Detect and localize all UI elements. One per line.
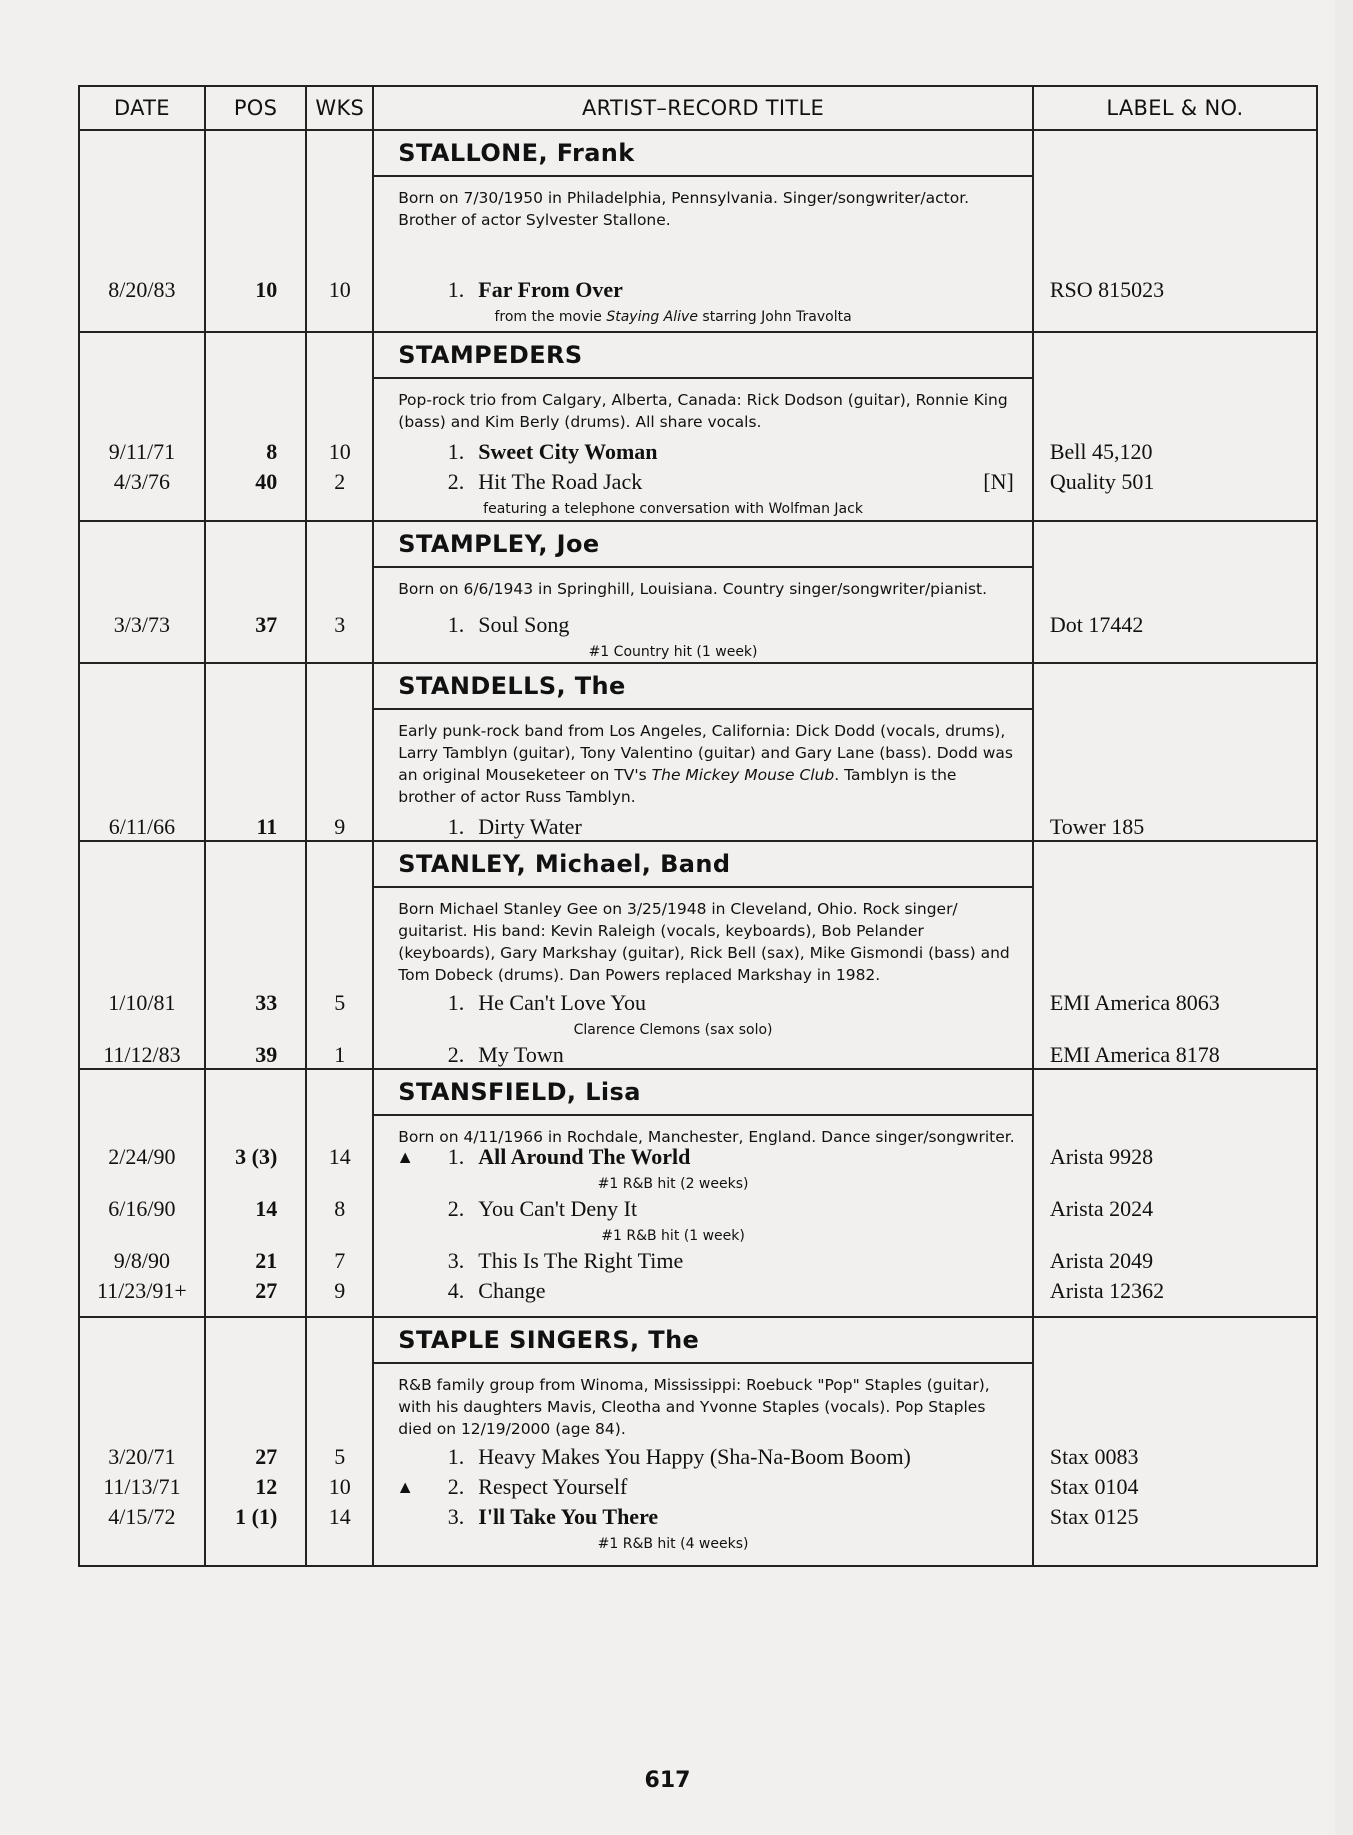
page-number: 617 [644, 1768, 691, 1793]
pos-column [206, 842, 305, 1068]
record-title: Respect Yourself [478, 1474, 628, 1499]
label-number: Dot 17442 [1049, 612, 1144, 637]
title-column [374, 333, 1032, 520]
cell-date [79, 521, 205, 663]
cell-pos [205, 663, 306, 841]
weeks-charted: 5 [334, 1444, 346, 1469]
cell-label [1033, 521, 1317, 663]
artist-section [79, 841, 1317, 1069]
label-column [1034, 1070, 1316, 1316]
chart-date: 4/3/76 [113, 469, 171, 494]
record-title-line [374, 1038, 1032, 1072]
wks-column [307, 664, 372, 840]
peak-position: 14 [255, 1196, 278, 1221]
label-number: Arista 9928 [1049, 1144, 1154, 1169]
weeks-charted: 8 [334, 1196, 346, 1221]
label-number: Stax 0104 [1049, 1474, 1139, 1499]
title-column [374, 1318, 1032, 1565]
title-column [374, 842, 1032, 1068]
cell-date [79, 130, 205, 332]
cell-pos [205, 130, 306, 332]
record-title: Hit The Road Jack [478, 469, 643, 494]
artist-name: STAPLE SINGERS, The [374, 1318, 1032, 1364]
peak-position: 1 (1) [235, 1504, 278, 1529]
label-number: Tower 185 [1049, 814, 1145, 839]
record-title: Sweet City Woman [478, 439, 658, 464]
label-number: Arista 12362 [1049, 1278, 1165, 1303]
record-number: 2. [447, 1196, 465, 1221]
chart-date: 9/11/71 [108, 439, 176, 464]
chart-date: 11/23/91+ [97, 1278, 187, 1303]
date-column [80, 1318, 204, 1565]
record-number: 1. [447, 439, 465, 464]
chart-date: 6/11/66 [108, 814, 176, 839]
chart-date: 9/8/90 [113, 1248, 171, 1273]
header-date: DATE [79, 86, 205, 130]
artist-bio: R&B family group from Winoma, Mississippi: Roebuck "Pop" Staples (guitar), with his daughters Mavis, Cleotha and Yvonne Staples (vocals). Pop Staples died on 12/19/2000 (age 84). [398, 1376, 990, 1438]
artist-bio: Pop-rock trio from Calgary, Alberta, Canada: Rick Dodson (guitar), Ronnie King (bass) and Kim Berly (drums). All share vocals. [398, 391, 1008, 431]
weeks-charted: 7 [334, 1248, 346, 1273]
cell-date [79, 332, 205, 521]
label-column [1034, 131, 1316, 331]
record-note: #1 Country hit (1 week) [588, 644, 758, 660]
weeks-charted: 5 [334, 990, 346, 1015]
weeks-charted: 9 [334, 814, 346, 839]
label-number: Bell 45,120 [1049, 439, 1153, 464]
novelty-flag: [N] [983, 469, 1014, 494]
date-column [80, 1070, 204, 1316]
cell-pos [205, 332, 306, 521]
label-number: EMI America 8063 [1049, 990, 1220, 1015]
weeks-charted: 14 [328, 1144, 351, 1169]
artist-name: STALLONE, Frank [374, 131, 1032, 177]
wks-column [307, 131, 372, 331]
cell-date [79, 663, 205, 841]
cell-label [1033, 332, 1317, 521]
cell-title [373, 841, 1033, 1069]
cell-date [79, 1317, 205, 1566]
record-title-line [374, 1244, 1032, 1278]
label-column [1034, 522, 1316, 662]
record-number: 1. [447, 1144, 465, 1169]
cell-label [1033, 130, 1317, 332]
weeks-charted: 9 [334, 1278, 346, 1303]
pos-column [206, 1318, 305, 1565]
artist-name: STAMPEDERS [374, 333, 1032, 379]
chart-date: 4/15/72 [108, 1504, 176, 1529]
record-title: Heavy Makes You Happy (Sha-Na-Boom Boom) [478, 1444, 911, 1469]
record-title-line [374, 1470, 1032, 1504]
cell-title [373, 1317, 1033, 1566]
wks-column [307, 842, 372, 1068]
weeks-charted: 2 [334, 469, 346, 494]
record-note: Clarence Clemons (sax solo) [573, 1022, 773, 1038]
cell-wks [306, 663, 373, 841]
bio-show-title: The Mickey Mouse Club [651, 766, 835, 784]
label-number: RSO 815023 [1049, 277, 1165, 302]
wks-column [307, 1070, 372, 1316]
record-title-line [374, 1140, 1032, 1174]
record-title: My Town [478, 1042, 564, 1067]
cell-title [373, 332, 1033, 521]
artist-bio: Born on 6/6/1943 in Springhill, Louisiana. Country singer/songwriter/pianist. [398, 580, 988, 598]
date-column [80, 522, 204, 662]
record-title: This Is The Right Time [478, 1248, 684, 1273]
record-number: 1. [447, 277, 465, 302]
title-column [374, 131, 1032, 331]
peak-position: 3 (3) [235, 1144, 278, 1169]
wks-column [307, 522, 372, 662]
artist-bio: Born on 4/11/1966 in Rochdale, Manchester, England. Dance singer/songwriter. [398, 1128, 1015, 1146]
peak-position: 21 [255, 1248, 278, 1273]
artist-section [79, 130, 1317, 332]
record-title: I'll Take You There [478, 1504, 659, 1529]
header-pos: POS [205, 86, 306, 130]
artist-bio: Born on 7/30/1950 in Philadelphia, Pennsylvania. Singer/songwriter/actor. Brother of actor Sylvester Stallone. [398, 189, 970, 229]
record-number: 2. [447, 1042, 465, 1067]
weeks-charted: 1 [334, 1042, 346, 1067]
pos-column [206, 522, 305, 662]
cell-label [1033, 841, 1317, 1069]
record-title: Dirty Water [478, 814, 582, 839]
cell-label [1033, 1069, 1317, 1317]
label-number: Stax 0125 [1049, 1504, 1139, 1529]
wks-column [307, 1318, 372, 1565]
cell-wks [306, 841, 373, 1069]
chart-date: 11/13/71 [103, 1474, 181, 1499]
record-note: #1 R&B hit (2 weeks) [597, 1176, 749, 1192]
cell-title [373, 521, 1033, 663]
cell-label [1033, 663, 1317, 841]
artist-section [79, 663, 1317, 841]
pos-column [206, 333, 305, 520]
chart-date: 1/10/81 [108, 990, 176, 1015]
weeks-charted: 10 [328, 1474, 351, 1499]
cell-wks [306, 521, 373, 663]
chart-date: 6/16/90 [108, 1196, 176, 1221]
wks-column [307, 333, 372, 520]
record-number: 1. [447, 990, 465, 1015]
record-number: 3. [447, 1248, 465, 1273]
date-column [80, 131, 204, 331]
record-title-line [374, 1500, 1032, 1534]
record-note: #1 R&B hit (4 weeks) [597, 1536, 749, 1552]
label-column [1034, 333, 1316, 520]
peak-position: 40 [255, 469, 278, 494]
header-row [79, 86, 1317, 130]
peak-position: 11 [256, 814, 278, 839]
record-title: Change [478, 1278, 546, 1303]
artist-section [79, 521, 1317, 663]
record-title-line [374, 273, 1032, 307]
peak-position: 39 [255, 1042, 278, 1067]
artist-name: STANSFIELD, Lisa [374, 1070, 1032, 1116]
record-title-line [374, 435, 1032, 469]
cell-title [373, 1069, 1033, 1317]
artist-section [79, 1069, 1317, 1317]
peak-position: 37 [255, 612, 278, 637]
header-wks: WKS [306, 86, 373, 130]
cell-date [79, 841, 205, 1069]
record-title: Soul Song [478, 612, 570, 637]
peak-position: 10 [255, 277, 278, 302]
label-number: Arista 2049 [1049, 1248, 1154, 1273]
pos-column [206, 1070, 305, 1316]
record-title-line [374, 1274, 1032, 1308]
record-title-line [374, 1192, 1032, 1226]
chart-date: 3/20/71 [108, 1444, 176, 1469]
record-title-line [374, 1440, 1032, 1474]
record-title-line [374, 608, 1032, 642]
title-column [374, 522, 1032, 662]
artist-name: STANDELLS, The [374, 664, 1032, 710]
cell-wks [306, 332, 373, 521]
record-number: 2. [447, 469, 465, 494]
record-title: All Around The World [478, 1144, 691, 1169]
gold-triangle-icon: ▲ [396, 1477, 415, 1497]
record-note: from the movie Staying Alive starring John Travolta [494, 309, 852, 325]
peak-position: 27 [255, 1444, 278, 1469]
record-title-line [374, 810, 1032, 844]
bio-text: Early punk-rock band from Los Angeles, California: Dick Dodd (vocals, drums), Larry Tamblyn (guitar), Tony Valentino (guitar) and Gary Lane (bass). Dodd was an original Mouseketeer on TV's [398, 722, 1013, 784]
record-title-line [374, 986, 1032, 1020]
weeks-charted: 10 [328, 277, 351, 302]
chart-date: 8/20/83 [108, 277, 176, 302]
weeks-charted: 10 [328, 439, 351, 464]
label-column [1034, 1318, 1316, 1565]
cell-date [79, 1069, 205, 1317]
record-note: #1 R&B hit (1 week) [601, 1228, 745, 1244]
artist-section [79, 1317, 1317, 1566]
cell-wks [306, 130, 373, 332]
cell-pos [205, 841, 306, 1069]
record-number: 1. [447, 612, 465, 637]
record-title-line [374, 465, 1032, 499]
cell-wks [306, 1069, 373, 1317]
header-title: ARTIST–RECORD TITLE [373, 86, 1033, 130]
title-column [374, 1070, 1032, 1316]
label-number: Stax 0083 [1049, 1444, 1139, 1469]
record-note: featuring a telephone conversation with Wolfman Jack [483, 501, 863, 517]
chart-date: 3/3/73 [113, 612, 171, 637]
cell-title [373, 130, 1033, 332]
label-number: Quality 501 [1049, 469, 1155, 494]
gold-triangle-icon: ▲ [396, 1147, 415, 1167]
record-number: 2. [447, 1474, 465, 1499]
label-number: Arista 2024 [1049, 1196, 1154, 1221]
cell-pos [205, 1069, 306, 1317]
label-column [1034, 664, 1316, 840]
chart-date: 2/24/90 [108, 1144, 176, 1169]
weeks-charted: 14 [328, 1504, 351, 1529]
weeks-charted: 3 [334, 612, 346, 637]
date-column [80, 333, 204, 520]
record-title: You Can't Deny It [478, 1196, 638, 1221]
record-number: 1. [447, 814, 465, 839]
chart-date: 11/12/83 [103, 1042, 181, 1067]
record-title: Far From Over [478, 277, 623, 302]
cell-pos [205, 1317, 306, 1566]
cell-pos [205, 521, 306, 663]
record-number: 4. [447, 1278, 465, 1303]
pos-column [206, 664, 305, 840]
cell-wks [306, 1317, 373, 1566]
record-number: 1. [447, 1444, 465, 1469]
peak-position: 33 [255, 990, 278, 1015]
artist-name: STANLEY, Michael, Band [374, 842, 1032, 888]
label-column [1034, 842, 1316, 1068]
cell-title [373, 663, 1033, 841]
record-title: He Can't Love You [478, 990, 647, 1015]
date-column [80, 842, 204, 1068]
label-number: EMI America 8178 [1049, 1042, 1220, 1067]
peak-position: 27 [255, 1278, 278, 1303]
record-number: 3. [447, 1504, 465, 1529]
artist-bio: Born Michael Stanley Gee on 3/25/1948 in Cleveland, Ohio. Rock singer/ guitarist. His band: Kevin Raleigh (vocals, keyboards), Bob Pelander (keyboards), Gary Markshay (guitar), Rick Bell (sax), Mike Gismondi (bass) and Tom Dobeck (drums). Dan Powers replaced Markshay in 1982. [398, 900, 1010, 984]
artist-section [79, 332, 1317, 521]
pos-column [206, 131, 305, 331]
header-label: LABEL & NO. [1033, 86, 1317, 130]
cell-label [1033, 1317, 1317, 1566]
title-column [374, 664, 1032, 840]
peak-position: 8 [266, 439, 278, 464]
bio-text: Tamblyn is the brother of actor Russ Tamblyn. [398, 766, 957, 806]
artist-name: STAMPLEY, Joe [374, 522, 1032, 568]
peak-position: 12 [255, 1474, 278, 1499]
artist-bio: Early punk-rock band from Los Angeles, California: Dick Dodd (vocals, drums), Larry Tamblyn (guitar), Tony Valentino (guitar) and Gary Lane (bass). Dodd was an original Mouseketeer on TV's The Mickey Mouse Club. Tamblyn is the brother of actor Russ Tamblyn. [398, 722, 1013, 806]
chart-table [78, 85, 1318, 1567]
date-column [80, 664, 204, 840]
